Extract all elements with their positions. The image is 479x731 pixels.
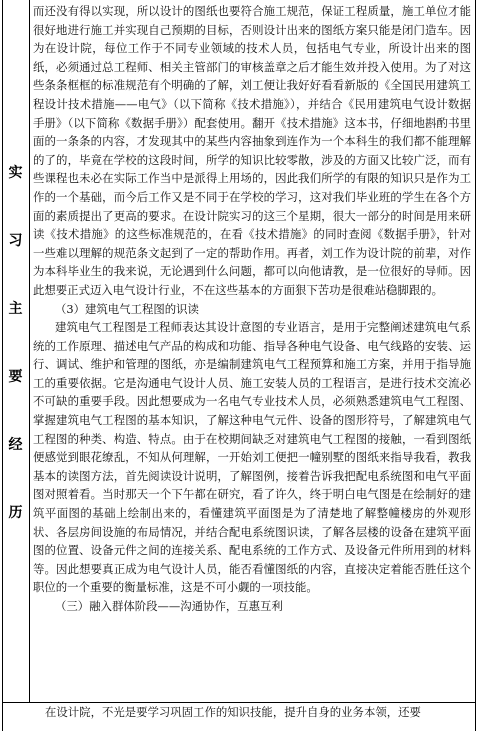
- body-text: [33, 2, 471, 616]
- column-divider: [29, 0, 30, 702]
- side-label-char: 要: [8, 369, 23, 385]
- side-label-char: 经: [8, 437, 23, 453]
- paragraph-continued: 而还没有得以实现，所以设计的图纸也要符合施工规范，保证工程质量，施工单位才能很好地进行施工并实现自己预期的目标，否则设计出来的图纸方案只能是闭门造车。因为在设计院，每位工作于不同专业领域的技术人员，包括电气专业，所设计出来的图纸，必须通过总工程师、相关主管部门的审核盖章之后才能生效并投入使用。为了对这些条条框框的标准规范有个明确的了解，刘工便让我好好看看新版的《全国民用建筑工程设计技术措施——电气》（以下简称《技术措施》），并结合《民用建筑电气设计数据手册》（以下简称《数据手册》）配套使用。翻开《技术措施》这本书，仔细地斟酌书里面的一条条的内容，才发现其中的某些内容抽象到连作为一个本科生的我们都不能理解的了的，毕竟在学校的这段时间，所学的知识比较零散，涉及的方面又比较广泛，而有些课程也未必在实际工作当中是派得上用场的，因此我们所学的有限的知识只是作为工作的一个基础，而今后工作又是不同于在学校的学习，这对我们毕业班的学生在各个方面的素质提出了更高的要求。在设计院实习的这三个星期，很大一部分的时间是用来研读《技术措施》的这些标准规范的，在看《技术措施》的同时查阅《数据手册》，针对一些难以理解的规范条文起到了一定的帮助作用。再者，刘工作为设计院的前辈，对作为本科毕业生的我来说，无论遇到什么问题，都可以向他请教，是一位很好的导师。因此想要正式迈入电气设计行业，不在这些基本的方面狠下苦功是很难站稳脚跟的。: [33, 4, 471, 297]
- internship-experience-label: [2, 165, 29, 573]
- paragraph-last: 在设计院，不光是要学习巩固工作的知识技能，提升自身的业务本领，还要: [45, 705, 421, 719]
- section-heading: （3）建筑电气工程图的识读: [55, 301, 199, 316]
- side-label-char: 习: [8, 233, 23, 249]
- side-label-char: 主: [8, 301, 23, 317]
- side-label-char: 实: [8, 165, 23, 181]
- paragraph-drawing: 建筑电气工程图是工程师表达其设计意图的专业语言，是用于完整阐述建筑电气系统的工作原理、描述电气产品的构成和功能、指导各种电气设备、电气线路的安装、运行、调试、维护和管理的图纸，亦是编制建筑电气工程预算和施工方案，并用于指导施工的重要依据。它是沟通电气设计人员、施工安装人员的工程语言，是进行技术交流必不可缺的重要手段。因此想要成为一名电气专业技术人员，必须熟悉建筑电气工程图、掌握建筑电气工程图的基本知识，了解这种电气元件、设备的图形符号，了解建筑电气工程图的种类、构造、特点。由于在校期间缺乏对建筑电气工程图的接触，一看到图纸便感觉到眼花缭乱，不知从何理解，一开始刘工便把一幢别墅的图纸来指导我看，教我基本的读图方法，首先阅读设计说明，了解图例，接着告诉我把配电系统图和电气平面图对照着看。当时那天一个下午都在研究，看了许久，终于明白电气图是在绘制好的建筑平面图的基础上绘制出来的，看懂建筑平面图是为了清楚地了解整幢楼房的外观形状、各层房间设施的布局情况，并结合配电系统图识读，了解各层楼的设备在建筑平面图的位置、设备元件之间的连接关系、配电系统的工作方式、及设备元件所用到的材料等。因此想要真正成为电气设计人员，能否看懂图纸的内容，直接决定着能否胜任这个职位的一个重要的衡量标准，这是不可小觑的一项技能。: [33, 320, 471, 595]
- part-heading: （三）融入群体阶段——沟通协作，互惠互利: [55, 599, 283, 613]
- side-label-char: 历: [8, 505, 23, 521]
